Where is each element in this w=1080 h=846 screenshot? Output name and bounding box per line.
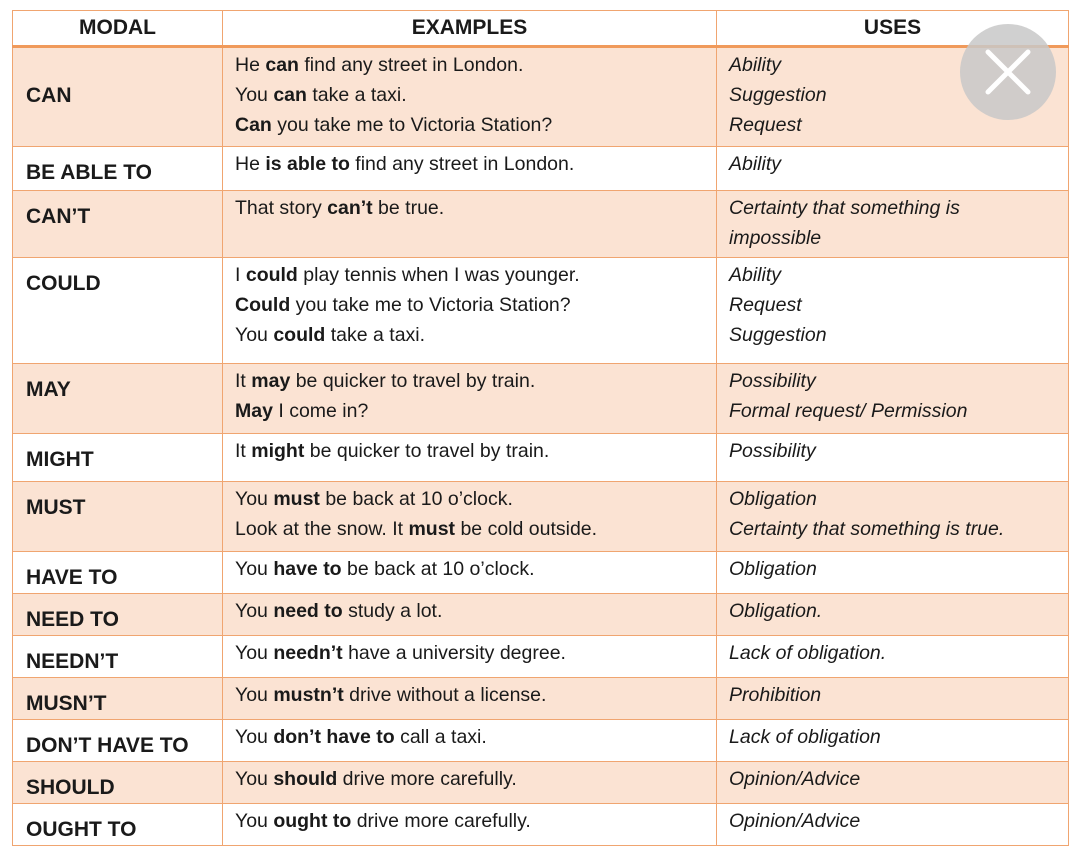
use-label: Opinion/Advice [729, 768, 861, 790]
table-row [13, 594, 1069, 636]
examples-cell [223, 434, 717, 482]
modal-cell [13, 594, 223, 636]
example-sentence [235, 260, 716, 290]
table-row [13, 258, 1069, 364]
modal-keyword: could [273, 324, 326, 346]
modal-keyword: have to [273, 558, 342, 580]
example-text: you take me to Victoria Station? [290, 294, 571, 316]
example-text: You [235, 642, 274, 664]
table-row [13, 762, 1069, 804]
table-row [13, 47, 1069, 147]
modal-keyword: is able to [265, 153, 350, 175]
modal-cell [13, 552, 223, 594]
use-label: Prohibition [729, 684, 822, 706]
modal-keyword: don’t have to [273, 726, 395, 748]
examples-cell [223, 47, 717, 147]
examples-cell [223, 552, 717, 594]
example-sentence [235, 193, 716, 223]
modal-keyword: needn’t [273, 642, 343, 664]
modal-label: CAN [26, 84, 72, 107]
modal-label: HAVE TO [26, 566, 118, 589]
example-text: take a taxi. [306, 84, 407, 106]
use-label: Request [729, 114, 802, 136]
example-text: He [235, 153, 266, 175]
use-label: impossible [729, 227, 822, 249]
example-text: You [235, 324, 274, 346]
example-sentence [235, 436, 716, 466]
modal-label: MAY [26, 378, 71, 401]
modal-keyword: must [273, 488, 320, 510]
example-text: drive more carefully. [337, 768, 517, 790]
uses-cell [717, 762, 1069, 804]
example-text: You [235, 726, 274, 748]
modal-label: NEED TO [26, 608, 119, 631]
example-sentence [235, 554, 716, 584]
example-text: drive without a license. [343, 684, 547, 706]
modal-label: SHOULD [26, 776, 115, 799]
use-label: Ability [729, 153, 782, 175]
modal-cell [13, 191, 223, 258]
use-label: Lack of obligation. [729, 642, 887, 664]
example-sentence [235, 484, 716, 514]
uses-cell [717, 552, 1069, 594]
uses-cell [717, 594, 1069, 636]
examples-cell [223, 364, 717, 434]
example-text: call a taxi. [394, 726, 487, 748]
example-sentence [235, 290, 716, 320]
table-row [13, 482, 1069, 552]
example-sentence [235, 320, 716, 350]
example-sentence [235, 149, 716, 179]
use-label: Certainty that something is [729, 197, 960, 219]
modal-label: DON’T HAVE TO [26, 734, 189, 757]
example-sentence [235, 80, 716, 110]
uses-cell [717, 258, 1069, 364]
examples-cell [223, 678, 717, 720]
example-text: I come in? [272, 400, 369, 422]
table-row [13, 191, 1069, 258]
table-row [13, 434, 1069, 482]
example-text: be cold outside. [455, 518, 598, 540]
example-text: You [235, 600, 274, 622]
modal-keyword: need to [273, 600, 343, 622]
modal-label: CAN’T [26, 205, 91, 228]
example-sentence [235, 764, 716, 794]
modal-label: OUGHT TO [26, 818, 137, 841]
example-sentence [235, 396, 716, 426]
use-label: Possibility [729, 440, 816, 462]
table-header-row [13, 11, 1069, 47]
example-text: study a lot. [342, 600, 443, 622]
modal-keyword: ought to [273, 810, 352, 832]
example-text: drive more carefully. [351, 810, 531, 832]
use-label: Suggestion [729, 84, 827, 106]
modal-keyword: could [245, 264, 298, 286]
uses-cell [717, 147, 1069, 191]
example-text: You [235, 768, 274, 790]
modal-cell [13, 720, 223, 762]
examples-cell [223, 258, 717, 364]
examples-cell [223, 482, 717, 552]
example-text: you take me to Victoria Station? [271, 114, 553, 136]
example-text: be back at 10 o’clock. [319, 488, 513, 510]
example-text: be true. [372, 197, 445, 219]
examples-cell [223, 594, 717, 636]
example-sentence [235, 806, 716, 836]
modal-keyword: might [251, 440, 305, 462]
use-label: Obligation. [729, 600, 823, 622]
modal-cell [13, 804, 223, 846]
example-text: It [235, 370, 252, 392]
modal-keyword: can [273, 84, 307, 106]
example-sentence [235, 514, 716, 544]
table-row [13, 720, 1069, 762]
table-row [13, 636, 1069, 678]
example-text: You [235, 84, 274, 106]
examples-cell [223, 191, 717, 258]
modal-keyword: can [265, 54, 299, 76]
example-sentence [235, 50, 716, 80]
modal-label: MUST [26, 496, 86, 519]
modal-label: NEEDN’T [26, 650, 119, 673]
close-button[interactable] [960, 24, 1056, 120]
examples-cell [223, 804, 717, 846]
example-text: find any street in London. [298, 54, 524, 76]
table-row [13, 147, 1069, 191]
use-label: Formal request/ Permission [729, 400, 968, 422]
example-text: You [235, 558, 274, 580]
examples-cell [223, 147, 717, 191]
uses-cell [717, 720, 1069, 762]
modal-cell [13, 147, 223, 191]
example-text: be quicker to travel by train. [290, 370, 536, 392]
modal-cell [13, 258, 223, 364]
example-text: have a university degree. [342, 642, 566, 664]
use-label: Opinion/Advice [729, 810, 861, 832]
example-sentence [235, 366, 716, 396]
use-label: Obligation [729, 558, 817, 580]
modal-keyword: May [235, 400, 273, 422]
modal-cell [13, 364, 223, 434]
use-label: Suggestion [729, 324, 827, 346]
modal-label: MUSN’T [26, 692, 107, 715]
modal-label: COULD [26, 272, 101, 295]
uses-cell [717, 364, 1069, 434]
example-text: Look at the snow. It [235, 518, 409, 540]
modal-verbs-table [12, 10, 1069, 846]
modal-cell [13, 762, 223, 804]
modal-keyword: mustn’t [273, 684, 344, 706]
example-text: He [235, 54, 266, 76]
example-sentence [235, 680, 716, 710]
example-text: be back at 10 o’clock. [341, 558, 535, 580]
example-text: be quicker to travel by train. [304, 440, 550, 462]
use-label: Ability [729, 264, 782, 286]
modal-label: BE ABLE TO [26, 161, 153, 184]
header-uses: USES [717, 11, 1069, 47]
table-row [13, 364, 1069, 434]
example-text: You [235, 488, 274, 510]
example-sentence [235, 110, 716, 140]
modal-keyword: should [273, 768, 338, 790]
use-label: Lack of obligation [729, 726, 881, 748]
use-label: Certainty that something is true. [729, 518, 1005, 540]
examples-cell [223, 720, 717, 762]
use-label: Request [729, 294, 802, 316]
use-label: Possibility [729, 370, 816, 392]
example-text: find any street in London. [349, 153, 575, 175]
uses-cell [717, 482, 1069, 552]
example-text: play tennis when I was younger. [297, 264, 580, 286]
modal-keyword: may [251, 370, 291, 392]
modal-keyword: Could [235, 294, 291, 316]
use-label: Obligation [729, 488, 817, 510]
uses-cell [717, 804, 1069, 846]
example-sentence [235, 596, 716, 626]
uses-cell [717, 434, 1069, 482]
examples-cell [223, 762, 717, 804]
example-text: You [235, 810, 274, 832]
table-row [13, 552, 1069, 594]
examples-cell [223, 636, 717, 678]
example-text: take a taxi. [325, 324, 426, 346]
uses-cell [717, 191, 1069, 258]
header-examples: EXAMPLES [223, 11, 717, 47]
example-text: It [235, 440, 252, 462]
modal-cell [13, 678, 223, 720]
modal-cell [13, 47, 223, 147]
modal-keyword: Can [235, 114, 272, 136]
use-label: Ability [729, 54, 782, 76]
modal-cell [13, 434, 223, 482]
example-sentence [235, 722, 716, 752]
modal-label: MIGHT [26, 448, 94, 471]
modal-cell [13, 482, 223, 552]
modal-keyword: must [408, 518, 456, 540]
example-text: I [235, 264, 246, 286]
example-text: That story [235, 197, 328, 219]
close-icon [960, 24, 1056, 120]
uses-cell [717, 636, 1069, 678]
table-row [13, 678, 1069, 720]
modal-keyword: can’t [327, 197, 373, 219]
example-text: You [235, 684, 274, 706]
modal-cell [13, 636, 223, 678]
table-row [13, 804, 1069, 846]
uses-cell [717, 678, 1069, 720]
example-sentence [235, 638, 716, 668]
header-modal: MODAL [13, 11, 223, 47]
